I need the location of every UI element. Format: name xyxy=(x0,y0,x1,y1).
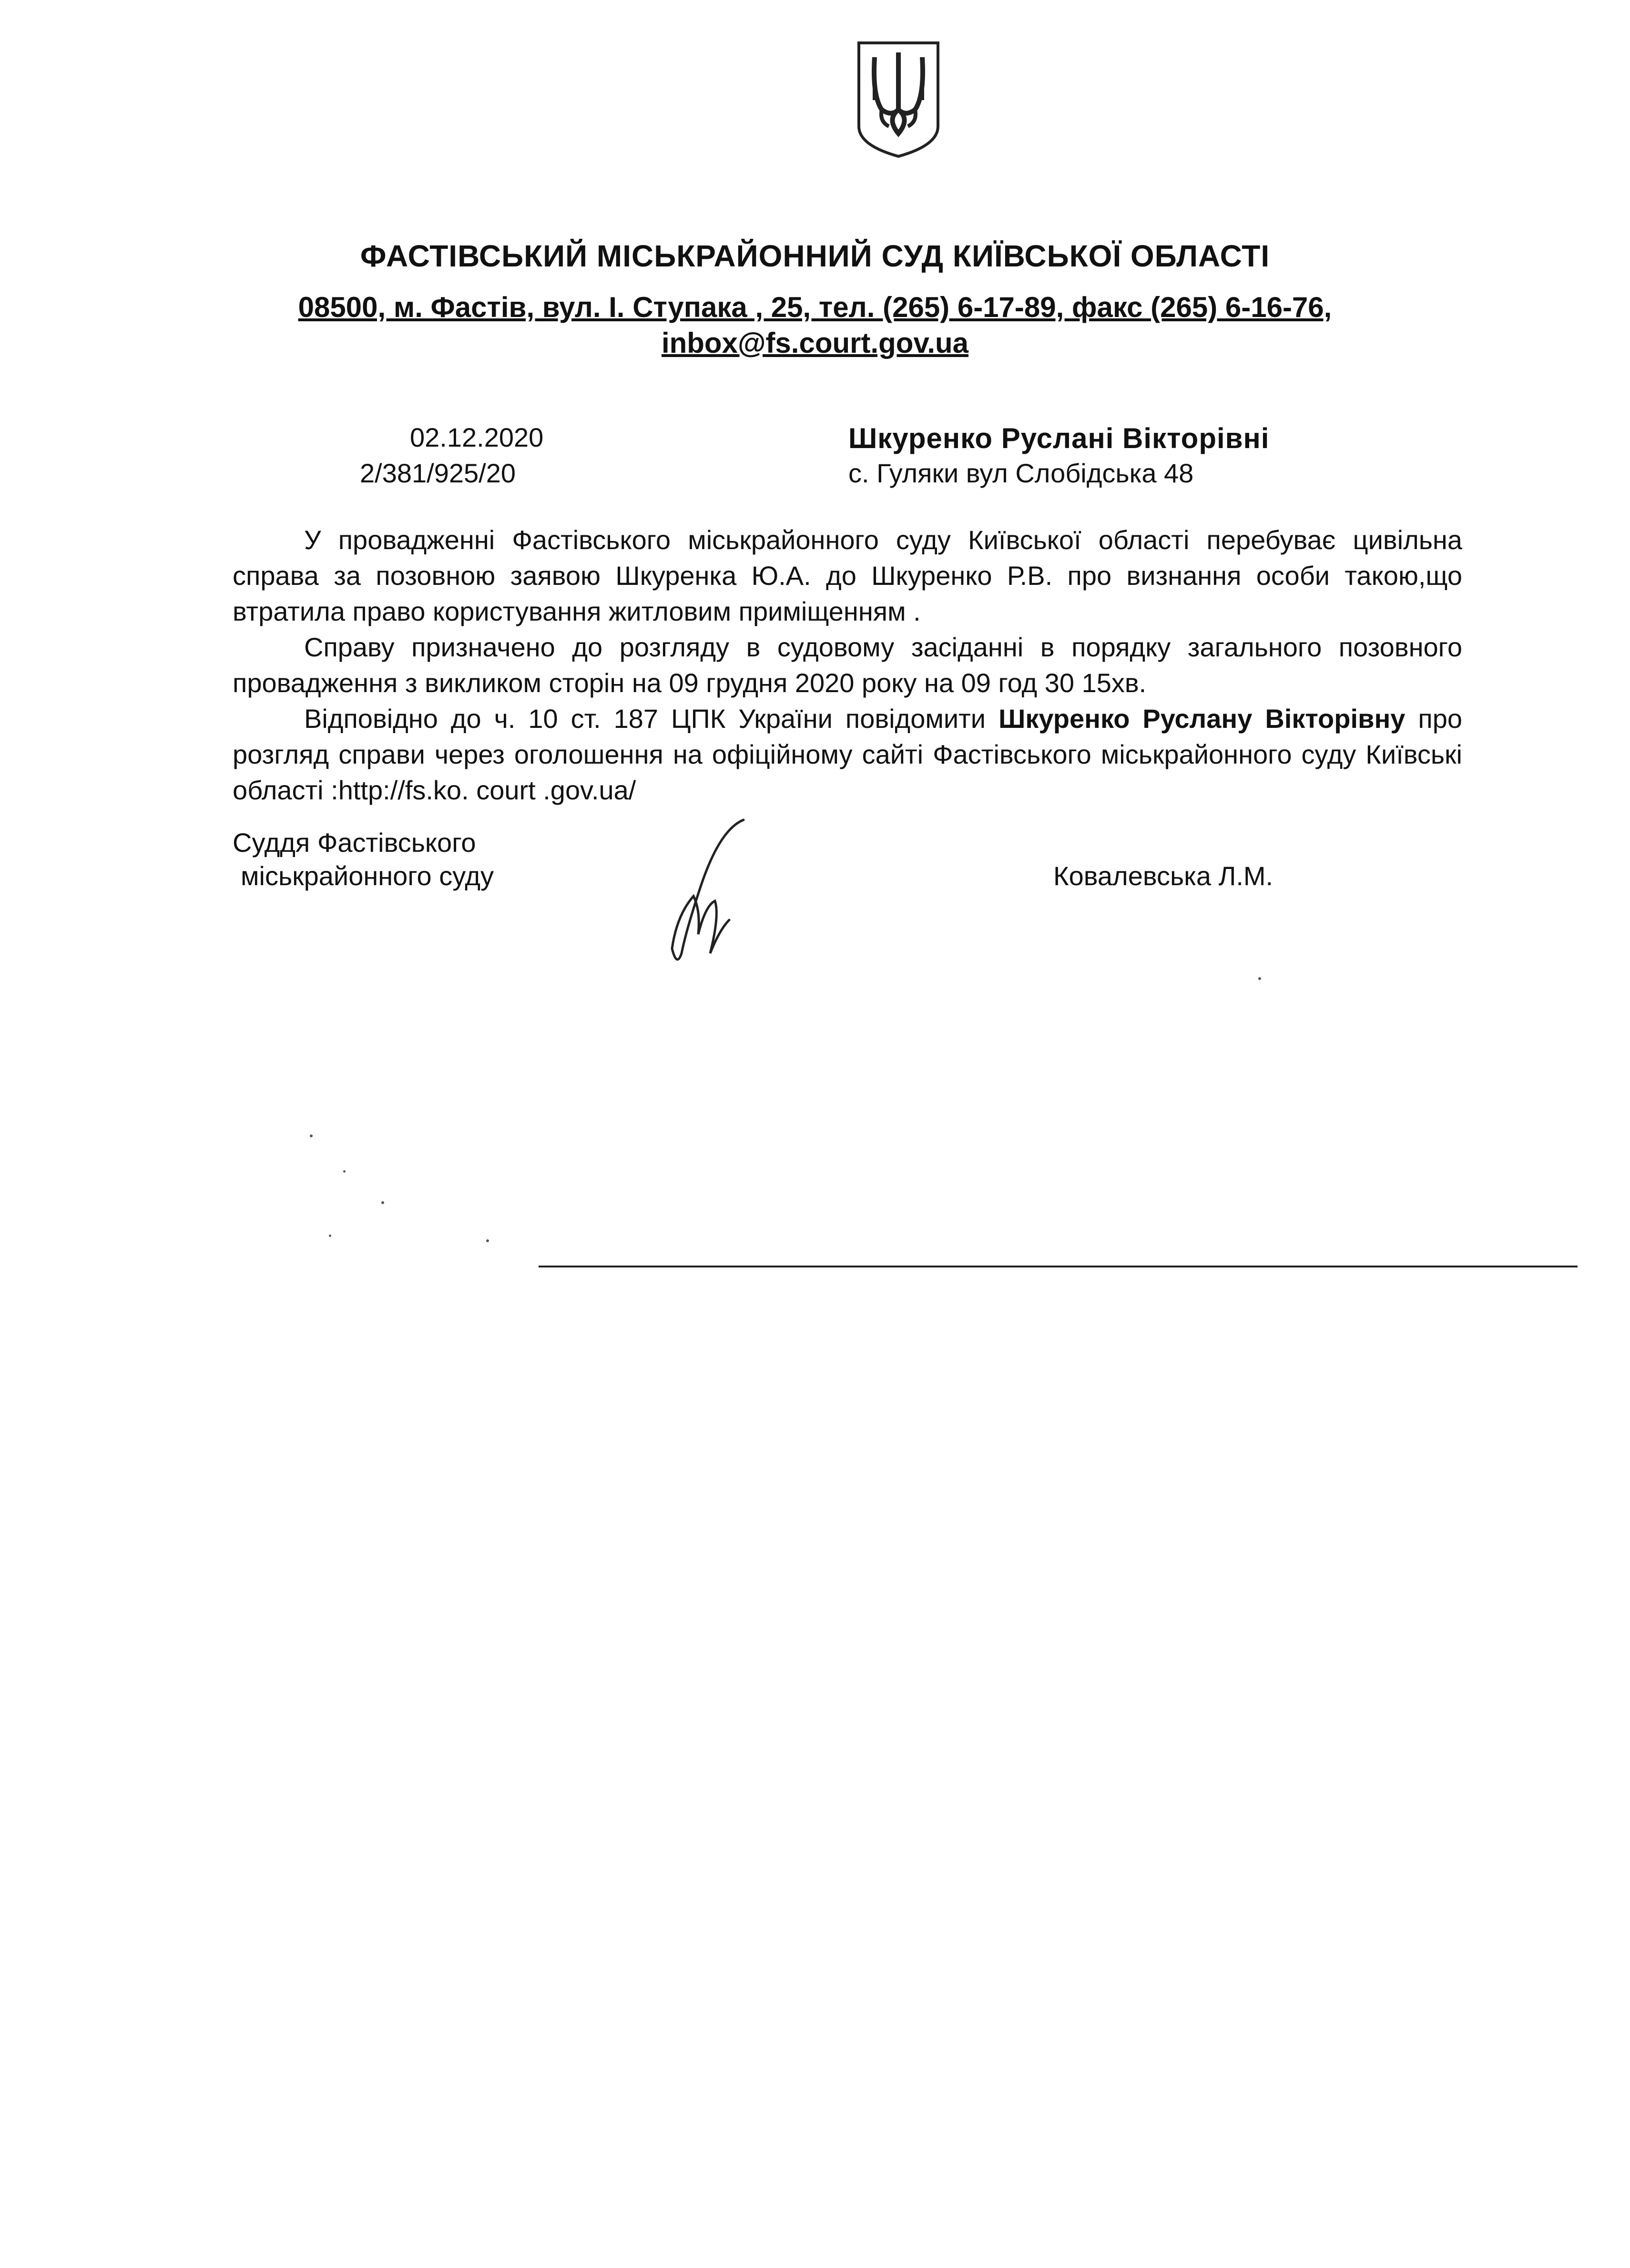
recipient-address: с. Гуляки вул Слобідська 48 xyxy=(848,458,1194,488)
judge-title-line-2: міськрайонного суду xyxy=(241,861,494,891)
recipient-name: Шкуренко Руслані Вікторівні xyxy=(848,422,1270,454)
scan-speck xyxy=(310,1134,313,1137)
scan-speck xyxy=(329,1235,331,1237)
trident-coat-of-arms-icon xyxy=(853,38,944,160)
document-number: 2/381/925/20 xyxy=(360,458,516,488)
notice-body xyxy=(233,522,1462,808)
judge-name: Ковалевська Л.М. xyxy=(1053,861,1273,891)
court-email: inbox@fs.court.gov.ua xyxy=(661,327,969,359)
body-paragraph-3 xyxy=(233,701,1462,808)
court-address: 08500, м. Фастів, вул. І. Ступака , 25, тел. (265) 6-17-89, факс (265) 6-16-76, xyxy=(298,291,1332,323)
body-paragraph-3-end: про розгляд справи через оголошення на офіційному сайті Фастівського міськрайонного суду Київські області :http://fs.ko. court .gov.ua/ xyxy=(233,704,1463,805)
judge-title-line-1: Суддя Фастівського xyxy=(233,828,476,858)
body-paragraph-2: Справу призначено до розгляду в судовому засіданні в порядку загального позовного провадження з викликом сторін на 09 грудня 2020 року на 09 год 30 15хв. xyxy=(233,632,1462,698)
bottom-divider xyxy=(539,1266,1578,1267)
document-date: 02.12.2020 xyxy=(410,422,544,452)
scan-speck xyxy=(381,1201,384,1204)
body-paragraph-3-name: Шкуренко Руслану Вікторівну xyxy=(998,704,1406,734)
scan-speck xyxy=(1258,977,1261,980)
scan-speck xyxy=(343,1170,346,1173)
body-paragraph-1: У провадженні Фастівського міськрайонного суду Київської області перебуває цивільна справа за позовною заявою Шкуренка Ю.А. до Шкуренко Р.В. про визнання особи такою,що втратила право користування житловим приміщенням . xyxy=(233,525,1462,626)
body-paragraph-3-start: Відповідно до ч. 10 ст. 187 ЦПК України повідомити xyxy=(304,704,999,734)
court-name-heading: ФАСТІВСЬКИЙ МІСЬКРАЙОННИЙ СУД КИЇВСЬКОЇ ОБЛАСТІ xyxy=(360,239,1270,273)
scan-speck xyxy=(486,1239,489,1242)
handwritten-signature-icon xyxy=(648,810,767,972)
